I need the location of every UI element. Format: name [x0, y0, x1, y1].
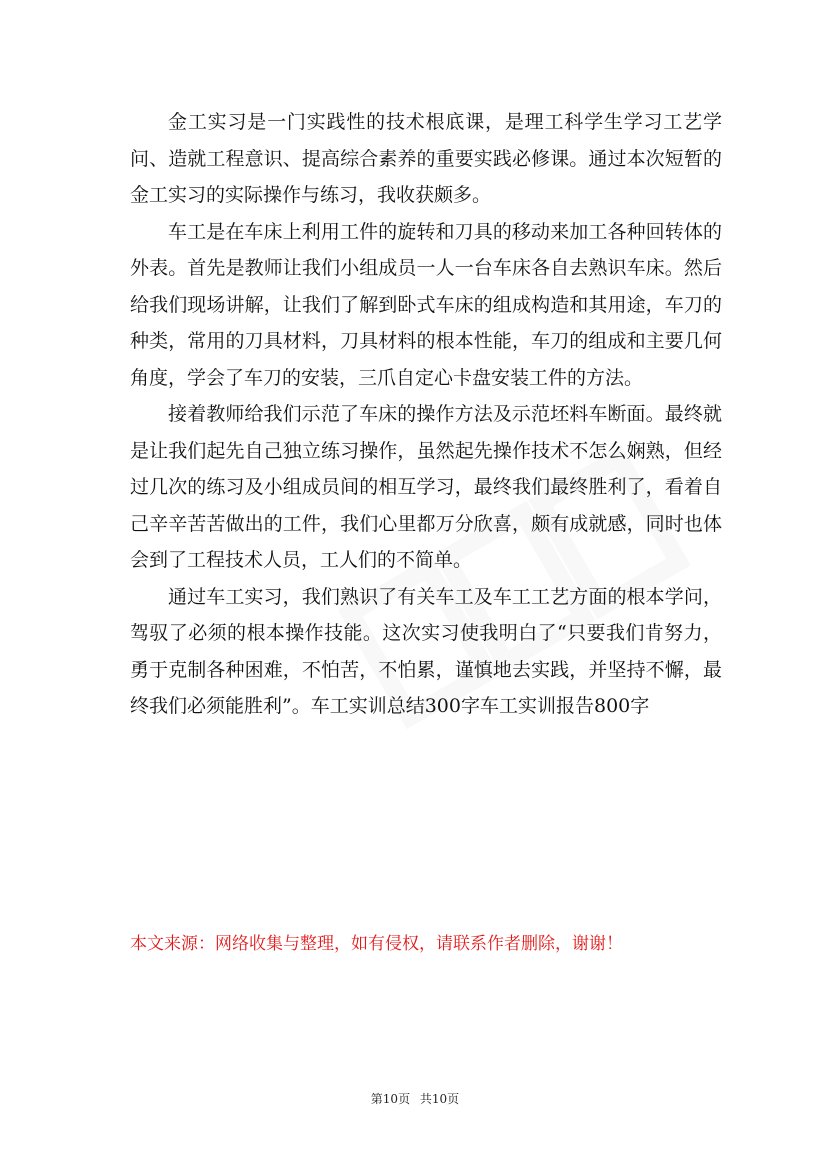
page-number: 第10页 — [370, 1092, 411, 1106]
paragraph: 接着教师给我们示范了车床的操作方法及示范坯料车断面。最终就是让我们起先自己独立练习操作，虽然起先操作技术不怎么娴熟，但经过几次的练习及小组成员间的相互学习，最终我们最终胜利了，看着自己辛辛苦苦做出的工件，我们心里都万分欣喜，颇有成就感，同时也体会到了工程技术人员，工人们的不简单。 — [130, 403, 722, 571]
paragraph: 车工是在车床上利用工件的旋转和刀具的移动来加工各种回转体的外表。首先是教师让我们小组成员一人一台车床各自去熟识车床。然后给我们现场讲解，让我们了解到卧式车床的组成构造和其用途，车刀的种类，常用的刀具材料，刀具材料的根本性能，车刀的组成和主要几何角度，学会了车刀的安装，三爪自定心卡盘安装工件的方法。 — [130, 220, 722, 389]
body-text — [130, 104, 722, 725]
page-total: 共10页 — [419, 1092, 460, 1106]
paragraph: 通过车工实习，我们熟识了有关车工及车工工艺方面的根本学问，驾驭了必须的根本操作技能。这次实习使我明白了“只要我们肯努力，勇于克制各种困难，不怕苦，不怕累，谨慎地去实践，并坚持不懈，最终我们必须能胜利”。车工实训总结300字车工实训报告800字 — [130, 585, 722, 717]
paragraph: 金工实习是一门实践性的技术根底课，是理工科学生学习工艺学问、造就工程意识、提高综合素养的重要实践必修课。通过本次短暂的金工实习的实际操作与练习，我收获颇多。 — [130, 111, 722, 206]
source-note: 本文来源：网络收集与整理，如有侵权，请联系作者删除，谢谢！ — [130, 934, 623, 954]
page-footer — [0, 1090, 830, 1107]
